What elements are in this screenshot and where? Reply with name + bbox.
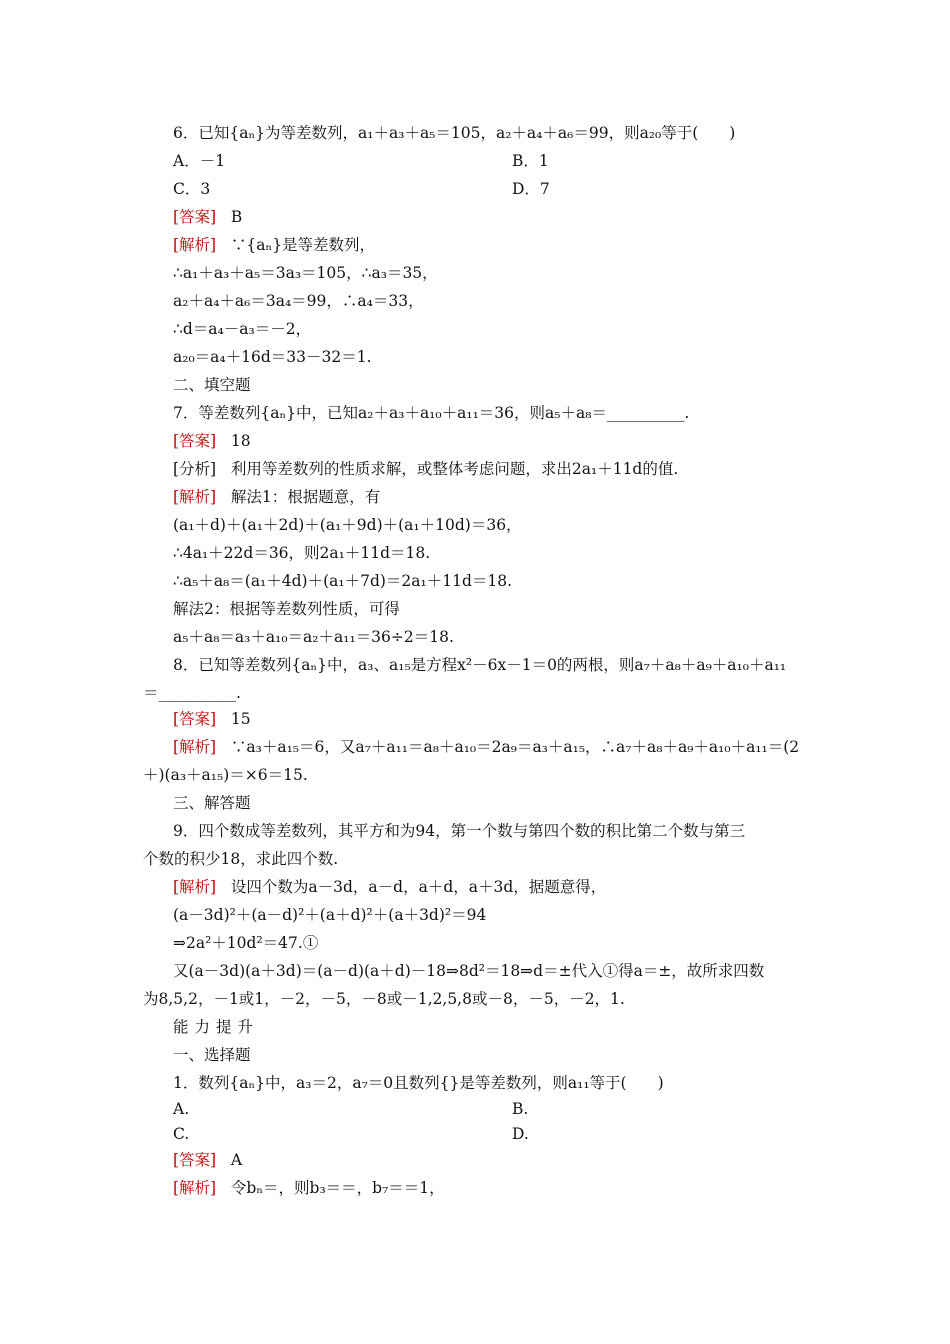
q6-analysis-line: [173, 235, 813, 255]
q6-step-2: ∴a₁＋a₃＋a₅＝3a₃＝105，∴a₃＝35，: [173, 264, 438, 282]
q8-analysis-line-2: ＋)(a₃＋a₁₅)＝×6＝15.: [143, 766, 308, 784]
answer-tag: [答案]: [173, 710, 217, 728]
q6-option-a: A．－1: [173, 152, 226, 170]
section-heading-fill-in: 二、填空题: [173, 376, 251, 394]
p1-option-b: B.: [512, 1100, 529, 1118]
q9-conclusion-line-1: 又(a－3d)(a＋3d)＝(a－d)(a＋d)－18⇒8d²＝18⇒d＝±代入①得a＝±，故所求四数: [173, 962, 765, 980]
p1-analysis-line: [173, 1178, 813, 1198]
q9-stem-line-1: 9．四个数成等差数列，其平方和为94，第一个数与第四个数的积比第二个数与第三: [173, 822, 746, 840]
q7-answer: 18: [230, 432, 251, 450]
analysis-tag: [解析]: [173, 488, 217, 506]
p1-answer: A: [230, 1151, 243, 1169]
q6-answer: B: [230, 208, 243, 226]
q6-step-1: ∵{aₙ}是等差数列，: [230, 236, 376, 254]
part-title: 能力提升: [173, 1018, 260, 1036]
analysis-tag: [解析]: [173, 878, 217, 896]
q8-analysis-text-1: ∵a₃＋a₁₅＝6，又a₇＋a₁₁＝a₈＋a₁₀＝2a₉＝a₃＋a₁₅，∴a₇＋a₈＋a₉＋a₁₀＋a₁₁＝(2: [230, 738, 800, 756]
q8-stem-line-1: 8．已知等差数列{aₙ}中，a₃、a₁₅是方程x²－6x－1＝0的两根，则a₇＋a₈＋a₉＋a₁₀＋a₁₁: [173, 656, 787, 674]
q7-pre-analysis: 利用等差数列的性质求解，或整体考虑问题，求出2a₁＋11d的值.: [230, 460, 679, 478]
q9-stem-line-2: 个数的积少18，求此四个数.: [143, 850, 339, 868]
q7-stem: 7．等差数列{aₙ}中，已知a₂＋a₃＋a₁₀＋a₁₁＝36，则a₅＋a₈＝__________.: [173, 404, 690, 422]
q7-step-1: (a₁＋d)＋(a₁＋2d)＋(a₁＋9d)＋(a₁＋10d)＝36，: [173, 516, 522, 534]
answer-tag: [答案]: [173, 208, 217, 226]
p1-analysis: 令bₙ＝，则b₃＝＝，b₇＝＝1，: [230, 1179, 445, 1197]
q7-step-4: a₅＋a₈＝a₃＋a₁₀＝a₂＋a₁₁＝36÷2＝18.: [173, 628, 454, 646]
section-heading-choice: 一、选择题: [173, 1046, 251, 1064]
q8-answer-line: [173, 709, 813, 729]
pre-analysis-tag: [分析]: [173, 460, 217, 478]
p1-stem: 1．数列{aₙ}中，a₃＝2，a₇＝0且数列{}是等差数列，则a₁₁等于( ): [173, 1074, 664, 1092]
q6-step-3: a₂＋a₄＋a₆＝3a₄＝99，∴a₄＝33，: [173, 292, 424, 310]
q9-conclusion-line-2: 为8,5,2，－1或1，－2，－5，－8或－1,2,5,8或－8，－5，－2，1.: [143, 990, 625, 1008]
p1-answer-line: [173, 1150, 813, 1170]
analysis-tag: [解析]: [173, 236, 217, 254]
answer-tag: [答案]: [173, 432, 217, 450]
q7-step-3: ∴a₅＋a₈＝(a₁＋4d)＋(a₁＋7d)＝2a₁＋11d＝18.: [173, 572, 513, 590]
q9-analysis-text: 设四个数为a－3d，a－d，a＋d，a＋3d，据题意得，: [230, 878, 607, 896]
q6-option-d: D．7: [512, 180, 550, 198]
answer-tag: [答案]: [173, 1151, 217, 1169]
analysis-tag: [解析]: [173, 738, 217, 756]
analysis-tag: [解析]: [173, 1179, 217, 1197]
q8-answer: 15: [230, 710, 251, 728]
q6-stem: 6．已知{aₙ}为等差数列，a₁＋a₃＋a₅＝105，a₂＋a₄＋a₆＝99，则a₂₀等于( ): [173, 124, 736, 142]
q7-analysis-line: [173, 487, 813, 507]
p1-option-c: C.: [173, 1125, 190, 1143]
p1-option-d: D.: [512, 1125, 529, 1143]
q9-step-2: ⇒2a²＋10d²＝47.①: [173, 934, 319, 952]
q9-analysis-line: [173, 877, 813, 897]
q6-option-c: C．3: [173, 180, 211, 198]
q7-answer-line: [173, 431, 813, 451]
q7-pre-analysis-line: [173, 459, 813, 479]
q6-option-b: B．1: [512, 152, 549, 170]
p1-option-a: A.: [173, 1100, 190, 1118]
q7-step-2: ∴4a₁＋22d＝36，则2a₁＋11d＝18.: [173, 544, 431, 562]
q7-method-1: 解法1：根据题意，有: [230, 488, 381, 506]
q7-method-2: 解法2：根据等差数列性质，可得: [173, 600, 400, 618]
section-heading-solve: 三、解答题: [173, 794, 251, 812]
q9-step-1: (a－3d)²＋(a－d)²＋(a＋d)²＋(a＋3d)²＝94: [173, 906, 487, 924]
q6-answer-line: [173, 207, 813, 227]
q8-analysis-line-1: [173, 737, 813, 757]
q6-step-5: a₂₀＝a₄＋16d＝33－32＝1.: [173, 348, 372, 366]
q8-stem-line-2: ＝__________.: [143, 684, 241, 702]
q6-step-4: ∴d＝a₄－a₃＝－2，: [173, 320, 312, 338]
